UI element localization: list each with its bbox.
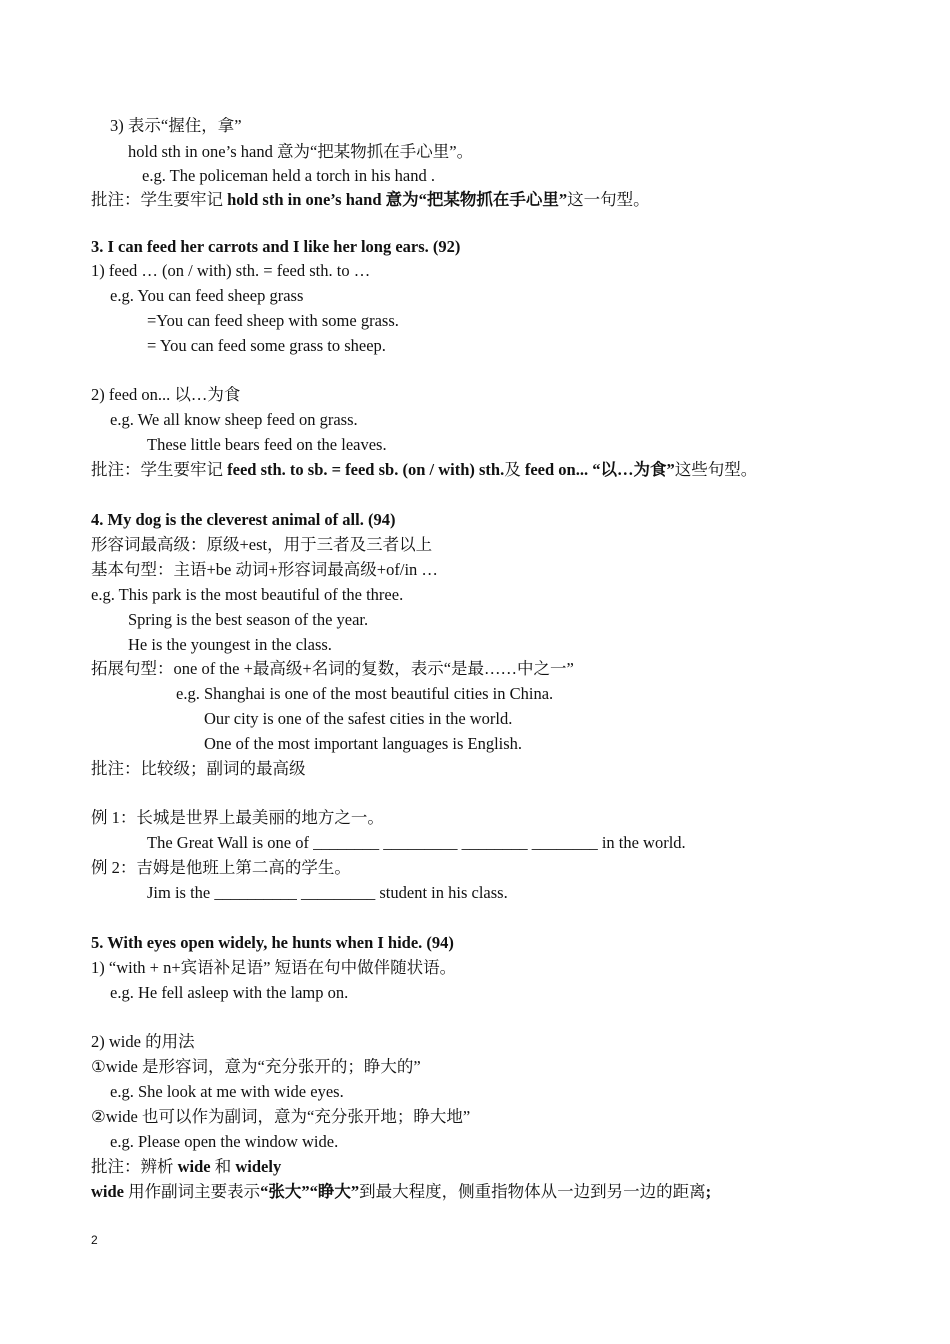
sec2-item3-note: 批注：学生要牢记 hold sth in one’s hand 意为“把某物抓在手心里”这一句型。 (91, 190, 650, 209)
sec4-note: 批注：比较级；副词的最高级 (91, 759, 306, 778)
sec4-example5: Our city is one of the safest cities in the world. (204, 709, 513, 728)
sec3-example5: These little bears feed on the leaves. (147, 435, 387, 454)
sec4-example2: Spring is the best season of the year. (128, 610, 369, 629)
sec2-item3-heading: 3) 表示“握住，拿” (110, 116, 242, 135)
sec4-exercise2-blanks: Jim is the __________ _________ student in his class. (147, 883, 508, 902)
page-number: 2 (91, 1233, 98, 1247)
sec4-example3: He is the youngest in the class. (128, 635, 332, 654)
sec3-note: 批注：学生要牢记 feed sth. to sb. = feed sb. (on / with) sth.及 feed on... “以…为食”这些句型。 (91, 460, 758, 479)
sec5-example1: e.g. He fell asleep with the lamp on. (110, 983, 349, 1002)
sec5-point1: 1) “with + n+宾语补足语” 短语在句中做伴随状语。 (91, 958, 457, 977)
sec3-example2: =You can feed sheep with some grass. (147, 311, 399, 330)
sec2-item3-example: e.g. The policeman held a torch in his hand . (142, 166, 435, 185)
sec4-example4: e.g. Shanghai is one of the most beautiful cities in China. (176, 684, 554, 703)
sec4-exercise1-blanks: The Great Wall is one of ________ _________ ________ ________ in the world. (147, 833, 686, 852)
sec4-line1: 形容词最高级：原级+est，用于三者及三者以上 (91, 535, 433, 554)
sec3-title: 3. I can feed her carrots and I like her long ears. (92) (91, 237, 461, 256)
sec3-example3: = You can feed some grass to sheep. (147, 336, 386, 355)
sec4-example6: One of the most important languages is English. (204, 734, 523, 753)
sec3-point1: 1) feed … (on / with) sth. = feed sth. to … (91, 261, 371, 280)
sec5-usage2: ②wide 也可以作为副词，意为“充分张开地；睁大地” (91, 1107, 471, 1126)
sec5-example3: e.g. Please open the window wide. (110, 1132, 339, 1151)
sec4-exercise1: 例 1：长城是世界上最美丽的地方之一。 (91, 808, 384, 827)
sec5-explanation: wide 用作副词主要表示“张大”“睁大”到最大程度，侧重指物体从一边到另一边的距离; (91, 1182, 712, 1201)
sec3-point2: 2) feed on... 以…为食 (91, 385, 241, 404)
sec3-example4: e.g. We all know sheep feed on grass. (110, 410, 358, 429)
sec5-title: 5. With eyes open widely, he hunts when I hide. (94) (91, 933, 454, 952)
sec5-note: 批注：辨析 wide 和 widely (91, 1157, 282, 1176)
sec5-example2: e.g. She look at me with wide eyes. (110, 1082, 344, 1101)
sec3-example1: e.g. You can feed sheep grass (110, 286, 304, 305)
sec4-example1: e.g. This park is the most beautiful of the three. (91, 585, 404, 604)
sec5-usage1: ①wide 是形容词，意为“充分张开的；睁大的” (91, 1057, 421, 1076)
sec4-line2: 基本句型：主语+be 动词+形容词最高级+of/in … (91, 560, 438, 579)
sec4-exercise2: 例 2：吉姆是他班上第二高的学生。 (91, 858, 351, 877)
sec4-title: 4. My dog is the cleverest animal of all. (94) (91, 510, 396, 529)
sec5-point2: 2) wide 的用法 (91, 1032, 195, 1051)
sec4-extension: 拓展句型：one of the +最高级+名词的复数，表示“是最……中之一” (91, 659, 574, 678)
sec2-item3-phrase: hold sth in one’s hand 意为“把某物抓在手心里”。 (128, 142, 474, 161)
